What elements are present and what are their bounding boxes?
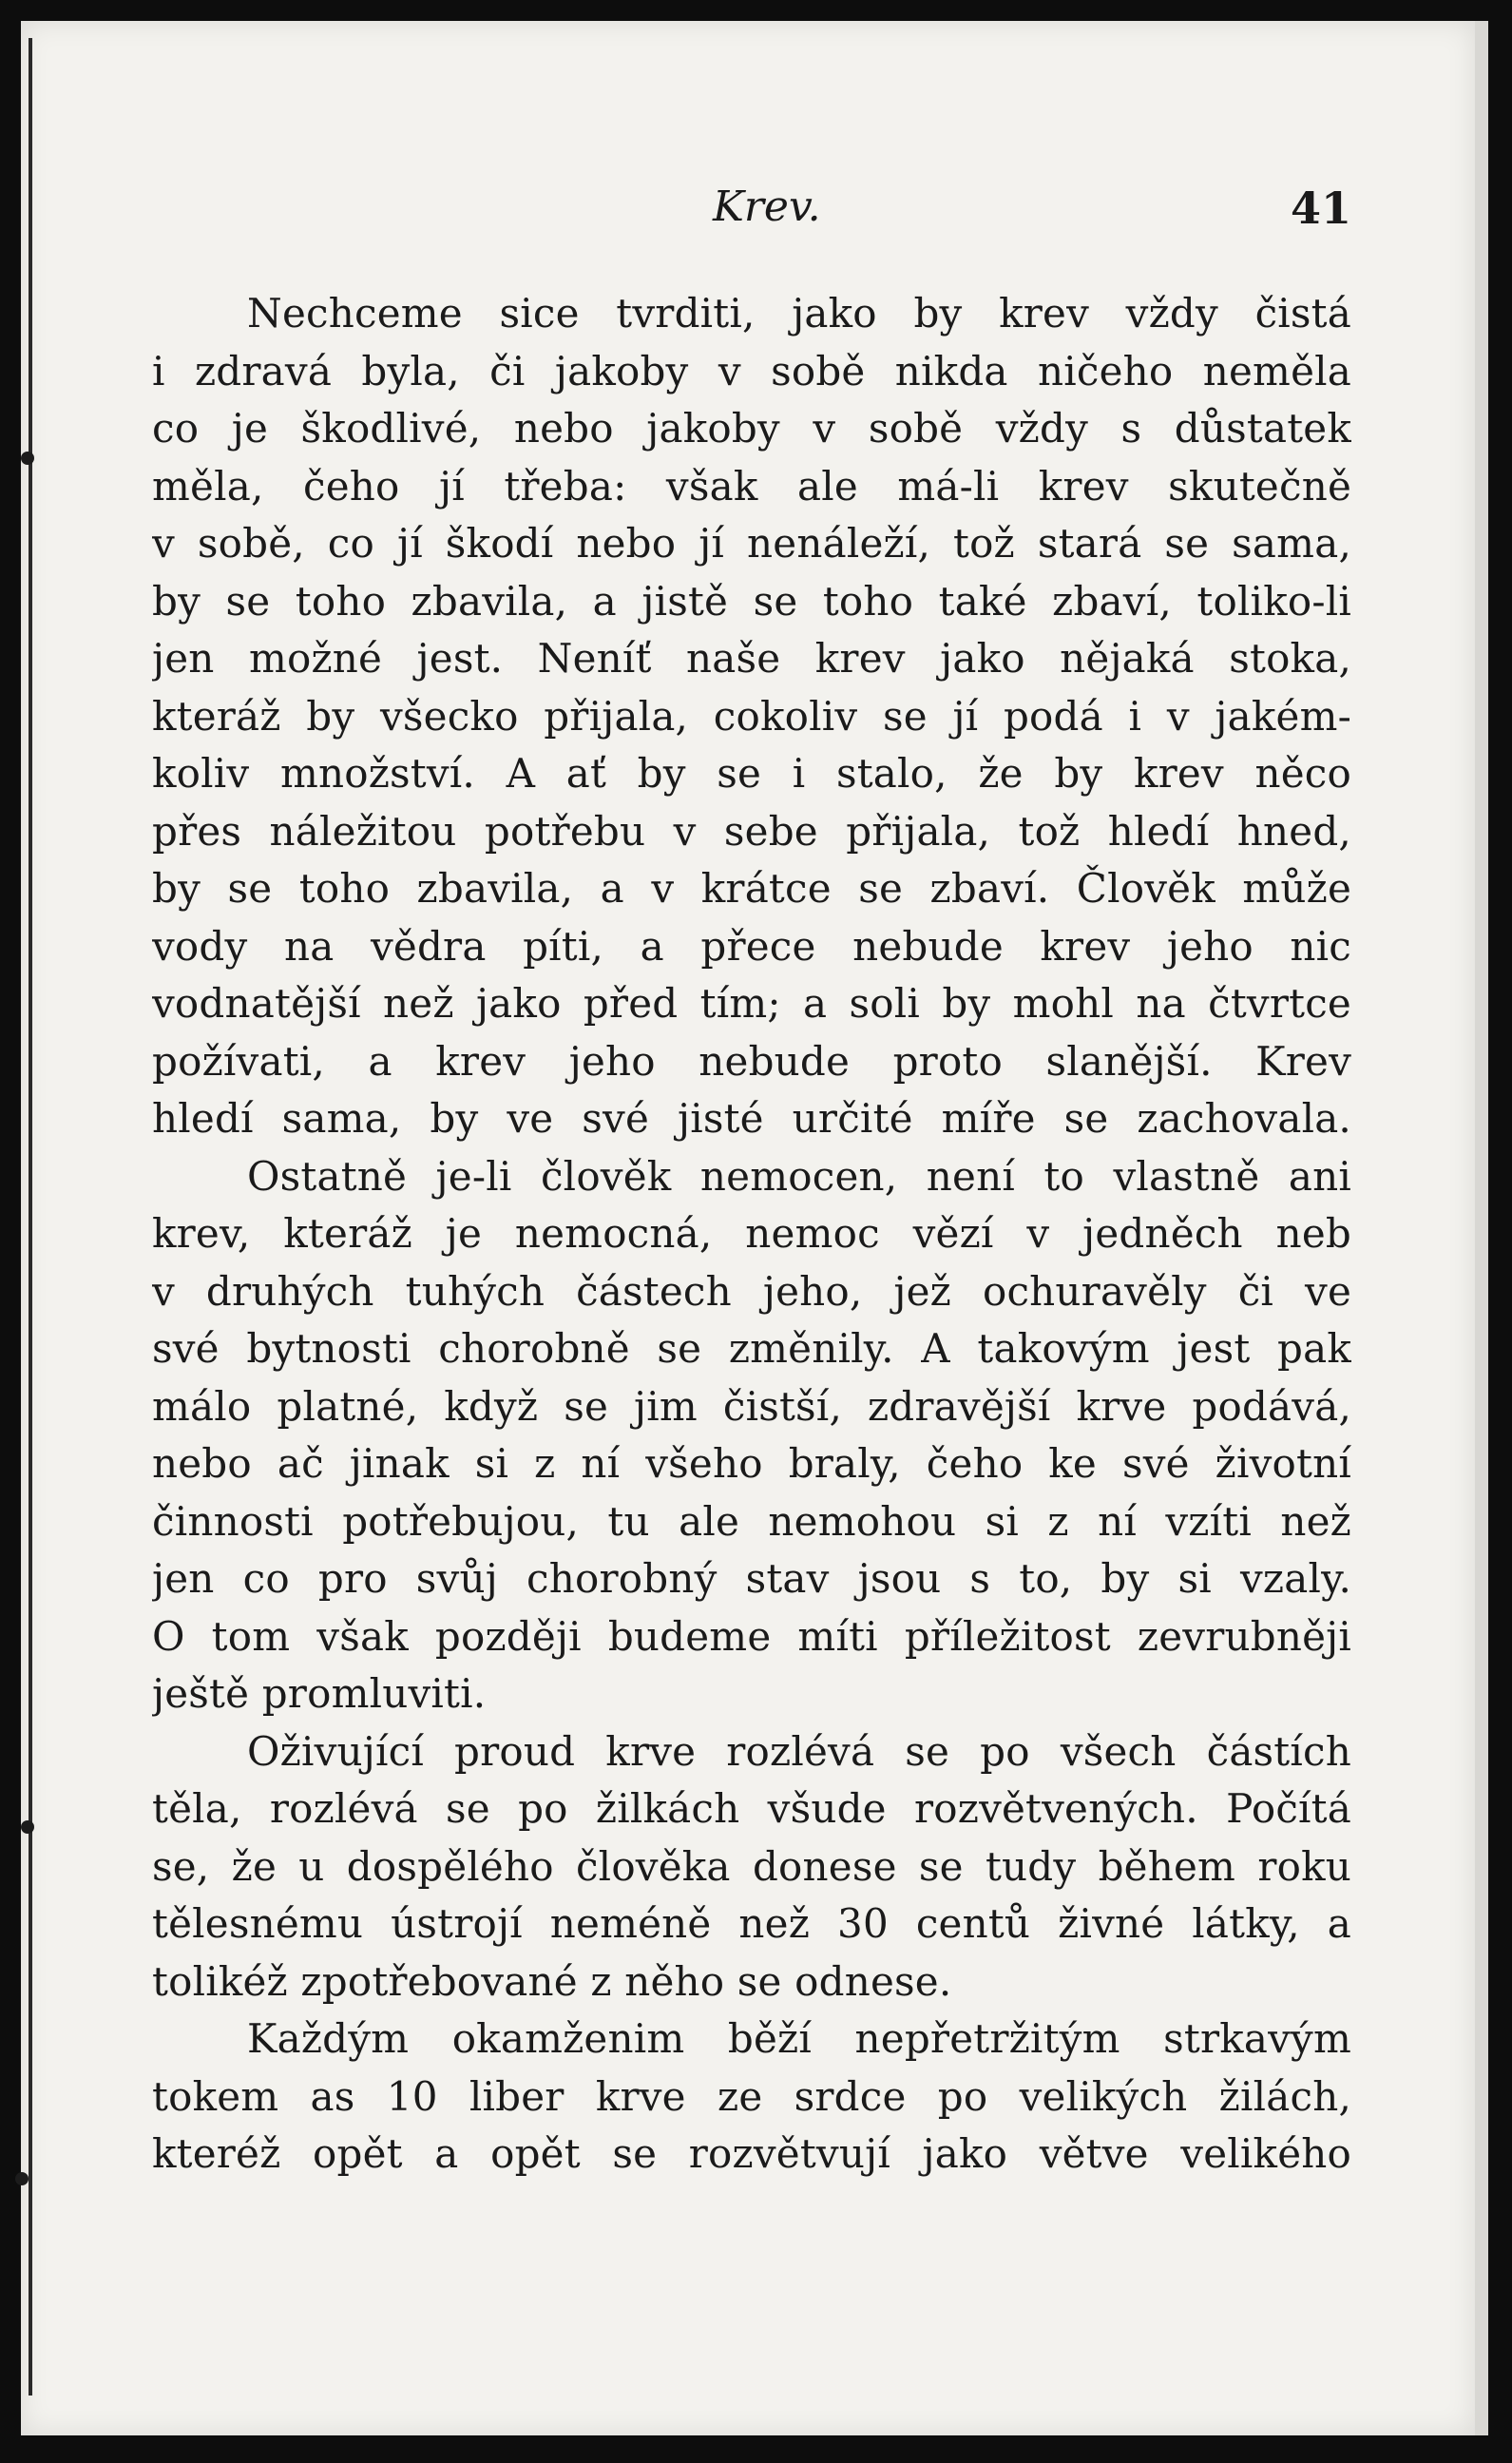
text-line: kteréž opět a opět se rozvětvují jako větve velikého [152, 2130, 1351, 2177]
text-line: jen možné jest. Neníť naše krev jako nějaká stoka, [152, 635, 1351, 682]
paragraph [152, 1148, 1351, 1723]
text-line: se, že u dospělého člověka donese se tudy během roku [152, 1842, 1351, 1890]
page-edge [1475, 21, 1488, 2435]
running-header [152, 183, 1351, 240]
text-line: Každým okamženim běží nepřetržitým strkavým [247, 2015, 1351, 2062]
page-number: 41 [1290, 183, 1351, 234]
paragraph [152, 285, 1351, 1148]
text-line: nebo ač jinak si z ní všeho braly, čeho ke své životní [152, 1440, 1351, 1487]
body-text [152, 285, 1351, 2184]
text-line: Ostatně je-li člověk nemocen, není to vlastně ani [247, 1152, 1351, 1200]
text-line: i zdravá byla, či jakoby v sobě nikda ničeho neměla [152, 347, 1351, 394]
text-line: tokem as 10 liber krve ze srdce po velikých žilách, [152, 2072, 1351, 2120]
text-line: měla, čeho jí třeba: však ale má-li krev skutečně [152, 462, 1351, 510]
text-line: ještě promluviti. [152, 1670, 487, 1717]
text-line: tělesnému ústrojí neméně než 30 centů živné látky, a [152, 1900, 1351, 1947]
text-line: přes náležitou potřebu v sebe přijala, tož hledí hned, [152, 807, 1351, 855]
text-line: jen co pro svůj chorobný stav jsou s to, by si vzaly. [152, 1555, 1351, 1602]
text-line: činnosti potřebujou, tu ale nemohou si z ní vzíti než [152, 1497, 1351, 1545]
text-line: by se toho zbavila, a v krátce se zbaví. Člověk může [152, 865, 1351, 912]
text-line: v sobě, co jí škodí nebo jí nenáleží, tož stará se sama, [152, 520, 1351, 567]
text-line: hledí sama, by ve své jisté určité míře se zachovala. [152, 1095, 1351, 1142]
text-line: Oživující proud krve rozlévá se po všech částích [247, 1727, 1351, 1775]
text-line: těla, rozlévá se po žilkách všude rozvětvených. Počítá [152, 1785, 1351, 1832]
text-line: co je škodlivé, nebo jakoby v sobě vždy s důstatek [152, 405, 1351, 452]
text-line: O tom však později budeme míti příležitost zevrubněji [152, 1612, 1351, 1660]
text-line: koliv množství. A ať by se i stalo, že by krev něco [152, 750, 1351, 797]
text-line: málo platné, když se jim čistší, zdravější krve podává, [152, 1382, 1351, 1430]
text-line: by se toho zbavila, a jistě se toho také zbaví, toliko-li [152, 577, 1351, 625]
paragraph [152, 1723, 1351, 2011]
running-title: Krev. [713, 183, 821, 231]
text-line: požívati, a krev jeho nebude proto slanější. Krev [152, 1037, 1351, 1085]
text-line: vodnatější než jako před tím; a soli by mohl na čtvrtce [152, 980, 1351, 1027]
text-line: Nechceme sice tvrditi, jako by krev vždy čistá [247, 290, 1351, 337]
margin-speck [21, 452, 34, 465]
text-line: krev, kteráž je nemocná, nemoc vězí v jedněch neb [152, 1210, 1351, 1257]
text-line: vody na vědra píti, a přece nebude krev jeho nic [152, 922, 1351, 970]
text-line: v druhých tuhých částech jeho, jež ochuravěly či ve [152, 1267, 1351, 1315]
text-line: své bytnosti chorobně se změnily. A takovým jest pak [152, 1325, 1351, 1372]
paragraph [152, 2011, 1351, 2184]
margin-speck [21, 1820, 34, 1834]
text-line: kteráž by všecko přijala, cokoliv se jí podá i v jakém- [152, 692, 1351, 740]
binding-rule [29, 38, 32, 2396]
margin-speck [15, 2172, 29, 2185]
text-line: tolikéž zpotřebované z něho se odnese. [152, 1957, 952, 2005]
